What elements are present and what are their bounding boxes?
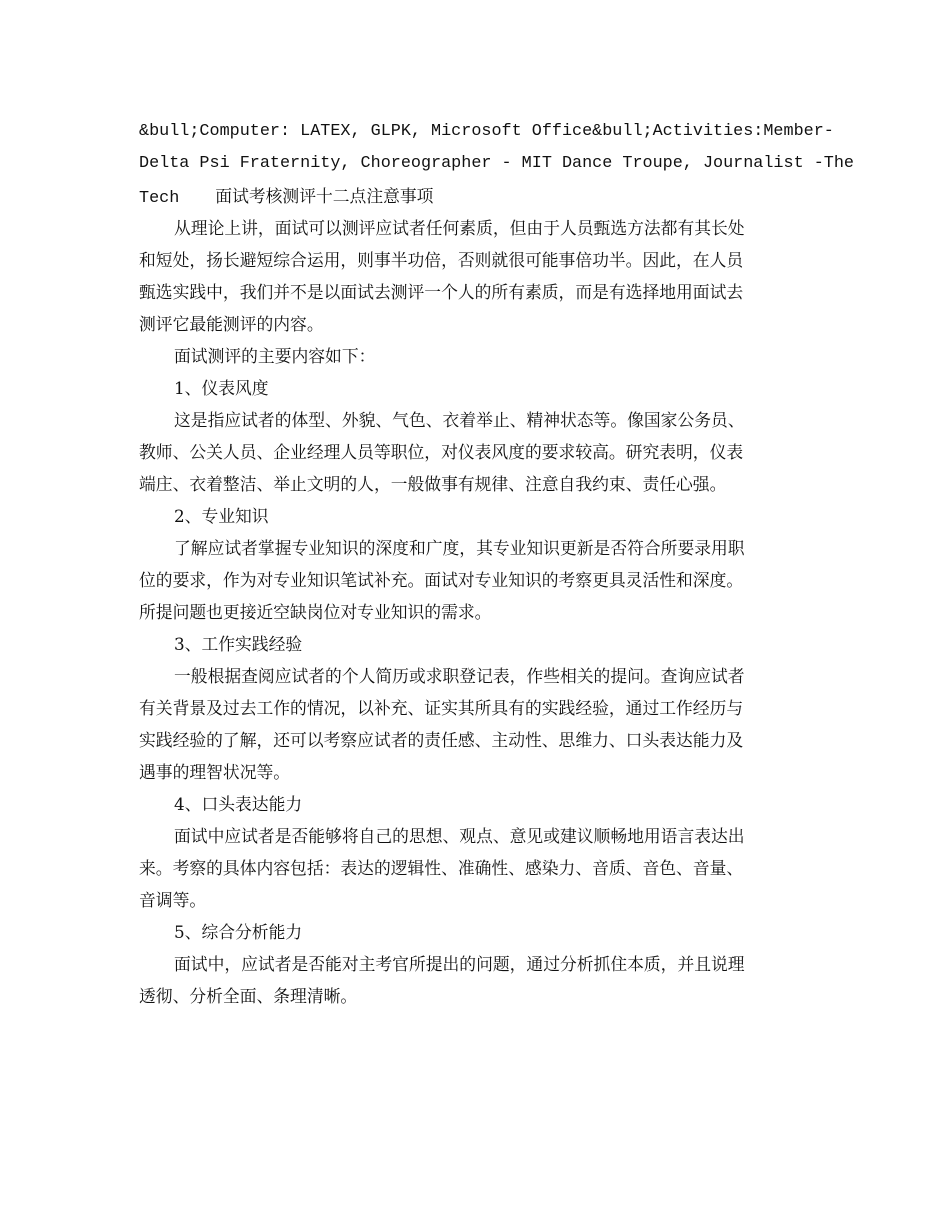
section-heading-4: 4、口头表达能力 bbox=[174, 794, 303, 814]
header-line-3 bbox=[139, 180, 812, 212]
header-tail: Tech bbox=[139, 189, 180, 208]
section-heading-5: 5、综合分析能力 bbox=[174, 922, 303, 942]
section-2-line-1: 了解应试者掌握专业知识的深度和广度，其专业知识更新是否符合所要录用职 bbox=[174, 538, 745, 558]
section-heading-2: 2、专业知识 bbox=[174, 506, 269, 526]
section-4-line-2: 来。考察的具体内容包括：表达的逻辑性、准确性、感染力、音质、音色、音量、 bbox=[139, 858, 744, 878]
section-5-line-1: 面试中，应试者是否能对主考官所提出的问题，通过分析抓住本质，并且说理 bbox=[174, 954, 745, 974]
section-1-line-2: 教师、公关人员、企业经理人员等职位，对仪表风度的要求较高。研究表明，仪表 bbox=[139, 442, 744, 462]
intro-line-3: 甄选实践中，我们并不是以面试去测评一个人的所有素质，而是有选择地用面试去 bbox=[139, 282, 744, 302]
section-1-line-1: 这是指应试者的体型、外貌、气色、衣着举止、精神状态等。像国家公务员、 bbox=[174, 410, 745, 430]
document-title: 面试考核测评十二点注意事项 bbox=[215, 186, 434, 206]
section-1-line-3: 端庄、衣着整洁、举止文明的人，一般做事有规律、注意自我约束、责任心强。 bbox=[139, 474, 727, 494]
header-line-2: Delta Psi Fraternity, Choreographer - MIT Dance Troupe, Journalist -The bbox=[139, 154, 854, 173]
section-4-line-1: 面试中应试者是否能够将自己的思想、观点、意见或建议顺畅地用语言表达出 bbox=[174, 826, 745, 846]
intro-line-2: 和短处，扬长避短综合运用，则事半功倍，否则就很可能事倍功半。因此，在人员 bbox=[139, 250, 744, 270]
section-5-line-2: 透彻、分析全面、条理清晰。 bbox=[139, 986, 358, 1006]
intro-line-1: 从理论上讲，面试可以测评应试者任何素质，但由于人员甄选方法都有其长处 bbox=[174, 218, 745, 238]
section-heading-1: 1、仪表风度 bbox=[174, 378, 269, 398]
section-4-line-3: 音调等。 bbox=[139, 890, 207, 910]
section-2-line-2: 位的要求，作为对专业知识笔试补充。面试对专业知识的考察更具灵活性和深度。 bbox=[139, 570, 744, 590]
header-line-1: &bull;Computer: LATEX, GLPK, Microsoft Office&bull;Activities:Member- bbox=[139, 122, 834, 141]
section-3-line-4: 遇事的理智状况等。 bbox=[139, 762, 291, 782]
section-heading-3: 3、工作实践经验 bbox=[174, 634, 303, 654]
section-3-line-3: 实践经验的了解，还可以考察应试者的责任感、主动性、思维力、口头表达能力及 bbox=[139, 730, 744, 750]
document-page bbox=[139, 116, 854, 1012]
section-3-line-2: 有关背景及过去工作的情况，以补充、证实其所具有的实践经验，通过工作经历与 bbox=[139, 698, 744, 718]
main-heading: 面试测评的主要内容如下： bbox=[174, 346, 376, 366]
section-3-line-1: 一般根据查阅应试者的个人简历或求职登记表，作些相关的提问。查询应试者 bbox=[174, 666, 745, 686]
section-2-line-3: 所提问题也更接近空缺岗位对专业知识的需求。 bbox=[139, 602, 492, 622]
intro-line-4: 测评它最能测评的内容。 bbox=[139, 314, 324, 334]
